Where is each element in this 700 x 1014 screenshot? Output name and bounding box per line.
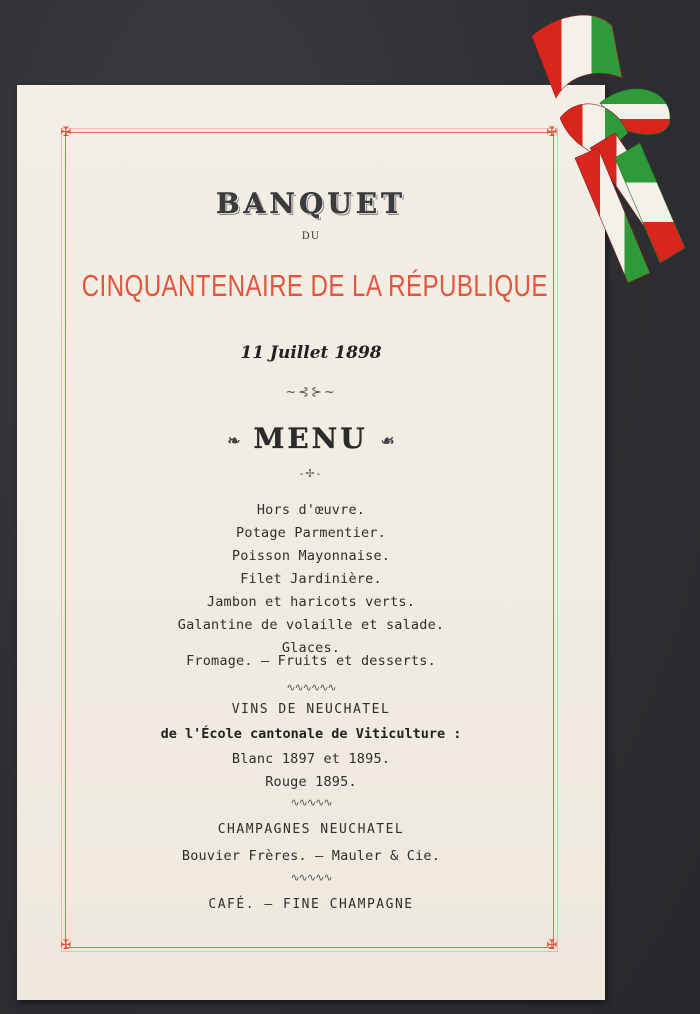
- menu-heading-text: MENU: [253, 422, 368, 455]
- corner-ornament-icon: ✠: [60, 938, 72, 953]
- course-item: Glaces.: [281, 640, 341, 656]
- wine-item: Rouge 1895.: [265, 774, 357, 790]
- occasion-title: CINQUANTENAIRE DE LA RÉPUBLIQUE: [81, 268, 548, 303]
- course-item: Potage Parmentier.: [236, 525, 386, 541]
- corner-ornament-icon: ✠: [546, 125, 558, 140]
- corner-ornament-icon: ✠: [546, 938, 558, 953]
- wines-heading: VINS DE NEUCHATEL: [231, 702, 391, 717]
- champagne-producers: Bouvier Frères. — Mauler & Cie.: [181, 848, 441, 864]
- champagnes-heading: CHAMPAGNES NEUCHATEL: [217, 822, 405, 837]
- course-item: Jambon et haricots verts.: [206, 594, 416, 610]
- right-scroll-icon: ☙: [380, 431, 395, 450]
- flourish-icon: ~⊰⊱~: [285, 385, 337, 400]
- course-item: Hors d'œuvre.: [256, 502, 366, 518]
- wine-item: Blanc 1897 et 1895.: [231, 751, 391, 767]
- course-item: Poisson Mayonnaise.: [231, 548, 391, 564]
- menu-card: [17, 85, 605, 1000]
- course-item: Filet Jardinière.: [240, 571, 382, 587]
- event-date: 11 Juillet 1898: [240, 343, 382, 363]
- divider-icon: -✢-: [299, 467, 323, 480]
- menu-heading: [17, 422, 605, 455]
- corner-ornament-icon: ✠: [60, 125, 72, 140]
- wave-divider-icon: ∿∿∿∿∿: [290, 796, 332, 809]
- banquet-title: BANQUET: [216, 187, 406, 220]
- left-scroll-icon: ❧: [227, 431, 241, 450]
- du-label: DU: [301, 231, 321, 242]
- course-item: Galantine de volaille et salade.: [177, 617, 445, 633]
- wave-divider-icon: ∿∿∿∿∿∿: [286, 681, 336, 694]
- tricolor-ribbon-icon: [520, 8, 700, 298]
- closing-line: CAFÉ. — FINE CHAMPAGNE: [208, 897, 414, 912]
- wave-divider-icon: ∿∿∿∿∿: [290, 871, 332, 884]
- wines-source: de l'École cantonale de Viticulture :: [160, 726, 462, 742]
- course-item: Fromage. — Fruits et desserts.: [186, 653, 436, 669]
